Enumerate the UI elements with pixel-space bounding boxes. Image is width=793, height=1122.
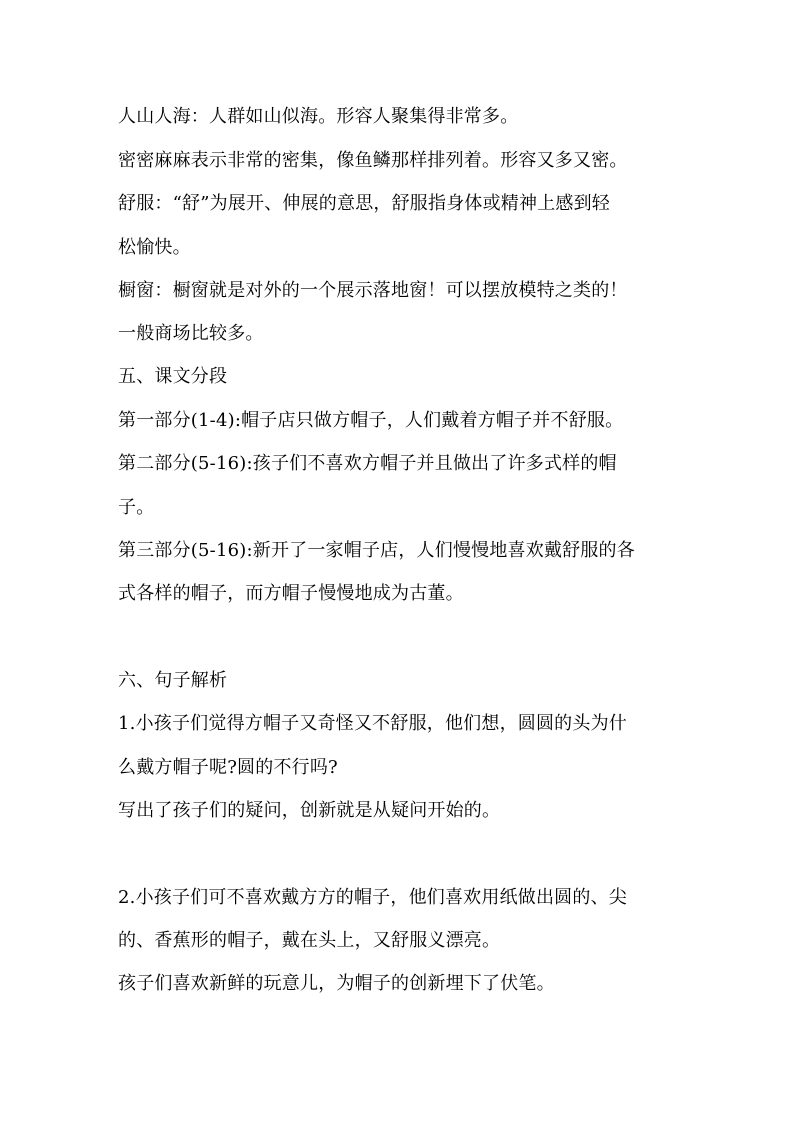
text-line: 橱窗：橱窗就是对外的一个展示落地窗！可以摆放模特之类的！ — [118, 280, 628, 301]
text-line: 一般商场比较多。 — [118, 323, 264, 344]
text-line: 2.小孩子们可不喜欢戴方方的帽子，他们喜欢用纸做出圆的、尖 — [118, 887, 627, 908]
text-line: 人山人海：人群如山似海。形容人聚集得非常多。 — [118, 106, 519, 127]
section-heading: 五、课文分段 — [118, 366, 228, 387]
text-line: 子。 — [118, 497, 155, 518]
text-line: 松愉快。 — [118, 237, 191, 258]
text-line: 舒服：“舒”为展开、伸展的意思，舒服指身体或精神上感到轻 — [118, 193, 611, 214]
text-line: 孩子们喜欢新鲜的玩意儿，为帽子的创新埋下了伏笔。 — [118, 973, 555, 994]
text-line: 第二部分(5-16):孩子们不喜欢方帽子并且做出了许多式样的帽 — [118, 453, 617, 474]
text-line: 写出了孩子们的疑问，创新就是从疑问开始的。 — [118, 800, 501, 821]
text-line: 么戴方帽子呢?圆的不行吗? — [118, 757, 338, 778]
text-line: 密密麻麻表示非常的密集，像鱼鳞那样排列着。形容又多又密。 — [118, 150, 628, 171]
text-line: 式各样的帽子，而方帽子慢慢地成为古董。 — [118, 583, 464, 604]
text-line: 第三部分(5-16):新开了一家帽子店，人们慢慢地喜欢戴舒服的各 — [118, 540, 635, 561]
section-heading: 六、句子解析 — [118, 670, 228, 691]
text-line: 第一部分(1-4):帽子店只做方帽子，人们戴着方帽子并不舒服。 — [118, 410, 624, 431]
text-line: 1.小孩子们觉得方帽子又奇怪又不舒服，他们想，圆圆的头为什 — [118, 713, 627, 734]
text-line: 的、香蕉形的帽子，戴在头上，又舒服义漂亮。 — [118, 930, 501, 951]
